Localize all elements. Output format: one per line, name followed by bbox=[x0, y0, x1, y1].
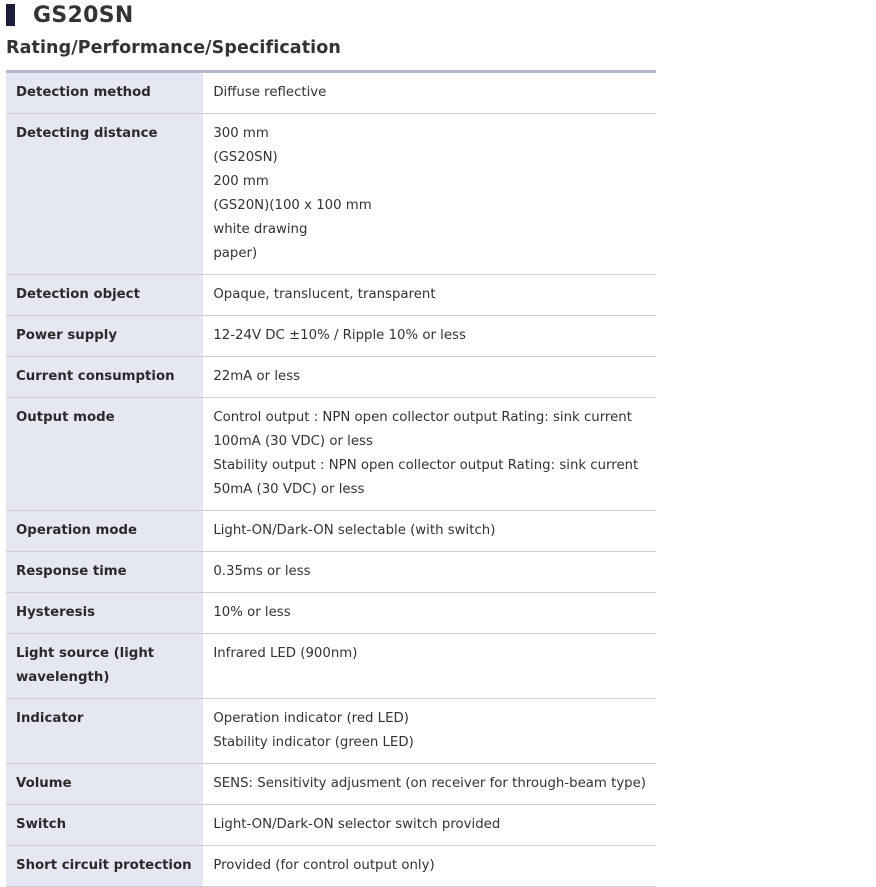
spec-value-line: (GS20SN) bbox=[213, 150, 278, 165]
spec-row bbox=[6, 552, 656, 593]
spec-label: Power supply bbox=[6, 316, 203, 357]
spec-value-line: Light-ON/Dark-ON selectable (with switch) bbox=[213, 523, 496, 538]
spec-value-line: white drawing bbox=[213, 222, 308, 237]
spec-row bbox=[6, 72, 656, 114]
spec-value bbox=[203, 764, 656, 805]
section-heading: Rating/Performance/Specification bbox=[6, 38, 341, 58]
spec-value-line: Opaque, translucent, transparent bbox=[213, 287, 436, 302]
spec-label: Short circuit protection bbox=[6, 846, 203, 887]
spec-value-line: (GS20N)(100 x 100 mm bbox=[213, 198, 372, 213]
spec-value-line: Provided (for control output only) bbox=[213, 858, 435, 873]
spec-row bbox=[6, 357, 656, 398]
spec-value-line: 0.35ms or less bbox=[213, 564, 311, 579]
spec-label: Current consumption bbox=[6, 357, 203, 398]
spec-value-line: 22mA or less bbox=[213, 369, 301, 384]
spec-row bbox=[6, 846, 656, 887]
spec-row bbox=[6, 316, 656, 357]
spec-table-body bbox=[6, 72, 656, 887]
spec-value-line: 12-24V DC ±10% / Ripple 10% or less bbox=[213, 328, 466, 343]
spec-label: Indicator bbox=[6, 699, 203, 764]
spec-value-line: Stability output : NPN open collector output Rating: sink current bbox=[213, 458, 639, 473]
spec-value bbox=[203, 511, 656, 552]
product-title-text: GS20SN bbox=[33, 2, 134, 28]
spec-value bbox=[203, 114, 656, 275]
spec-value bbox=[203, 634, 656, 699]
spec-label: Hysteresis bbox=[6, 593, 203, 634]
spec-row bbox=[6, 398, 656, 511]
spec-row bbox=[6, 699, 656, 764]
spec-label: Detection object bbox=[6, 275, 203, 316]
spec-label: Operation mode bbox=[6, 511, 203, 552]
spec-value-line: Infrared LED (900nm) bbox=[213, 646, 358, 661]
spec-value bbox=[203, 398, 656, 511]
spec-value-line: SENS: Sensitivity adjusment (on receiver for through-beam type) bbox=[213, 776, 646, 791]
spec-value bbox=[203, 805, 656, 846]
spec-row bbox=[6, 764, 656, 805]
spec-value-line: paper) bbox=[213, 246, 258, 261]
spec-row bbox=[6, 634, 656, 699]
spec-label: Switch bbox=[6, 805, 203, 846]
spec-value-line: 300 mm bbox=[213, 126, 269, 141]
spec-row bbox=[6, 275, 656, 316]
spec-value bbox=[203, 593, 656, 634]
spec-row bbox=[6, 593, 656, 634]
spec-value-line: Stability indicator (green LED) bbox=[213, 735, 414, 750]
spec-value-line: 200 mm bbox=[213, 174, 269, 189]
spec-value-line: 10% or less bbox=[213, 605, 291, 620]
spec-value-line: Control output : NPN open collector output Rating: sink current bbox=[213, 410, 632, 425]
spec-value-line: 100mA (30 VDC) or less bbox=[213, 434, 373, 449]
spec-value-line: 50mA (30 VDC) or less bbox=[213, 482, 365, 497]
spec-label: Light source (light wavelength) bbox=[6, 634, 203, 699]
spec-table bbox=[6, 70, 656, 887]
spec-value bbox=[203, 552, 656, 593]
product-title bbox=[6, 0, 134, 30]
spec-label: Detecting distance bbox=[6, 114, 203, 275]
spec-label: Output mode bbox=[6, 398, 203, 511]
spec-value-line: Light-ON/Dark-ON selector switch provided bbox=[213, 817, 501, 832]
spec-row bbox=[6, 805, 656, 846]
spec-value bbox=[203, 699, 656, 764]
spec-value-line: Operation indicator (red LED) bbox=[213, 711, 409, 726]
spec-value bbox=[203, 316, 656, 357]
spec-value bbox=[203, 72, 656, 114]
spec-label: Volume bbox=[6, 764, 203, 805]
spec-row bbox=[6, 511, 656, 552]
spec-value bbox=[203, 275, 656, 316]
spec-label: Response time bbox=[6, 552, 203, 593]
spec-value-line: Diffuse reflective bbox=[213, 85, 327, 100]
spec-label: Detection method bbox=[6, 72, 203, 114]
spec-row bbox=[6, 114, 656, 275]
spec-value bbox=[203, 357, 656, 398]
title-accent-bar bbox=[6, 4, 15, 26]
spec-value bbox=[203, 846, 656, 887]
